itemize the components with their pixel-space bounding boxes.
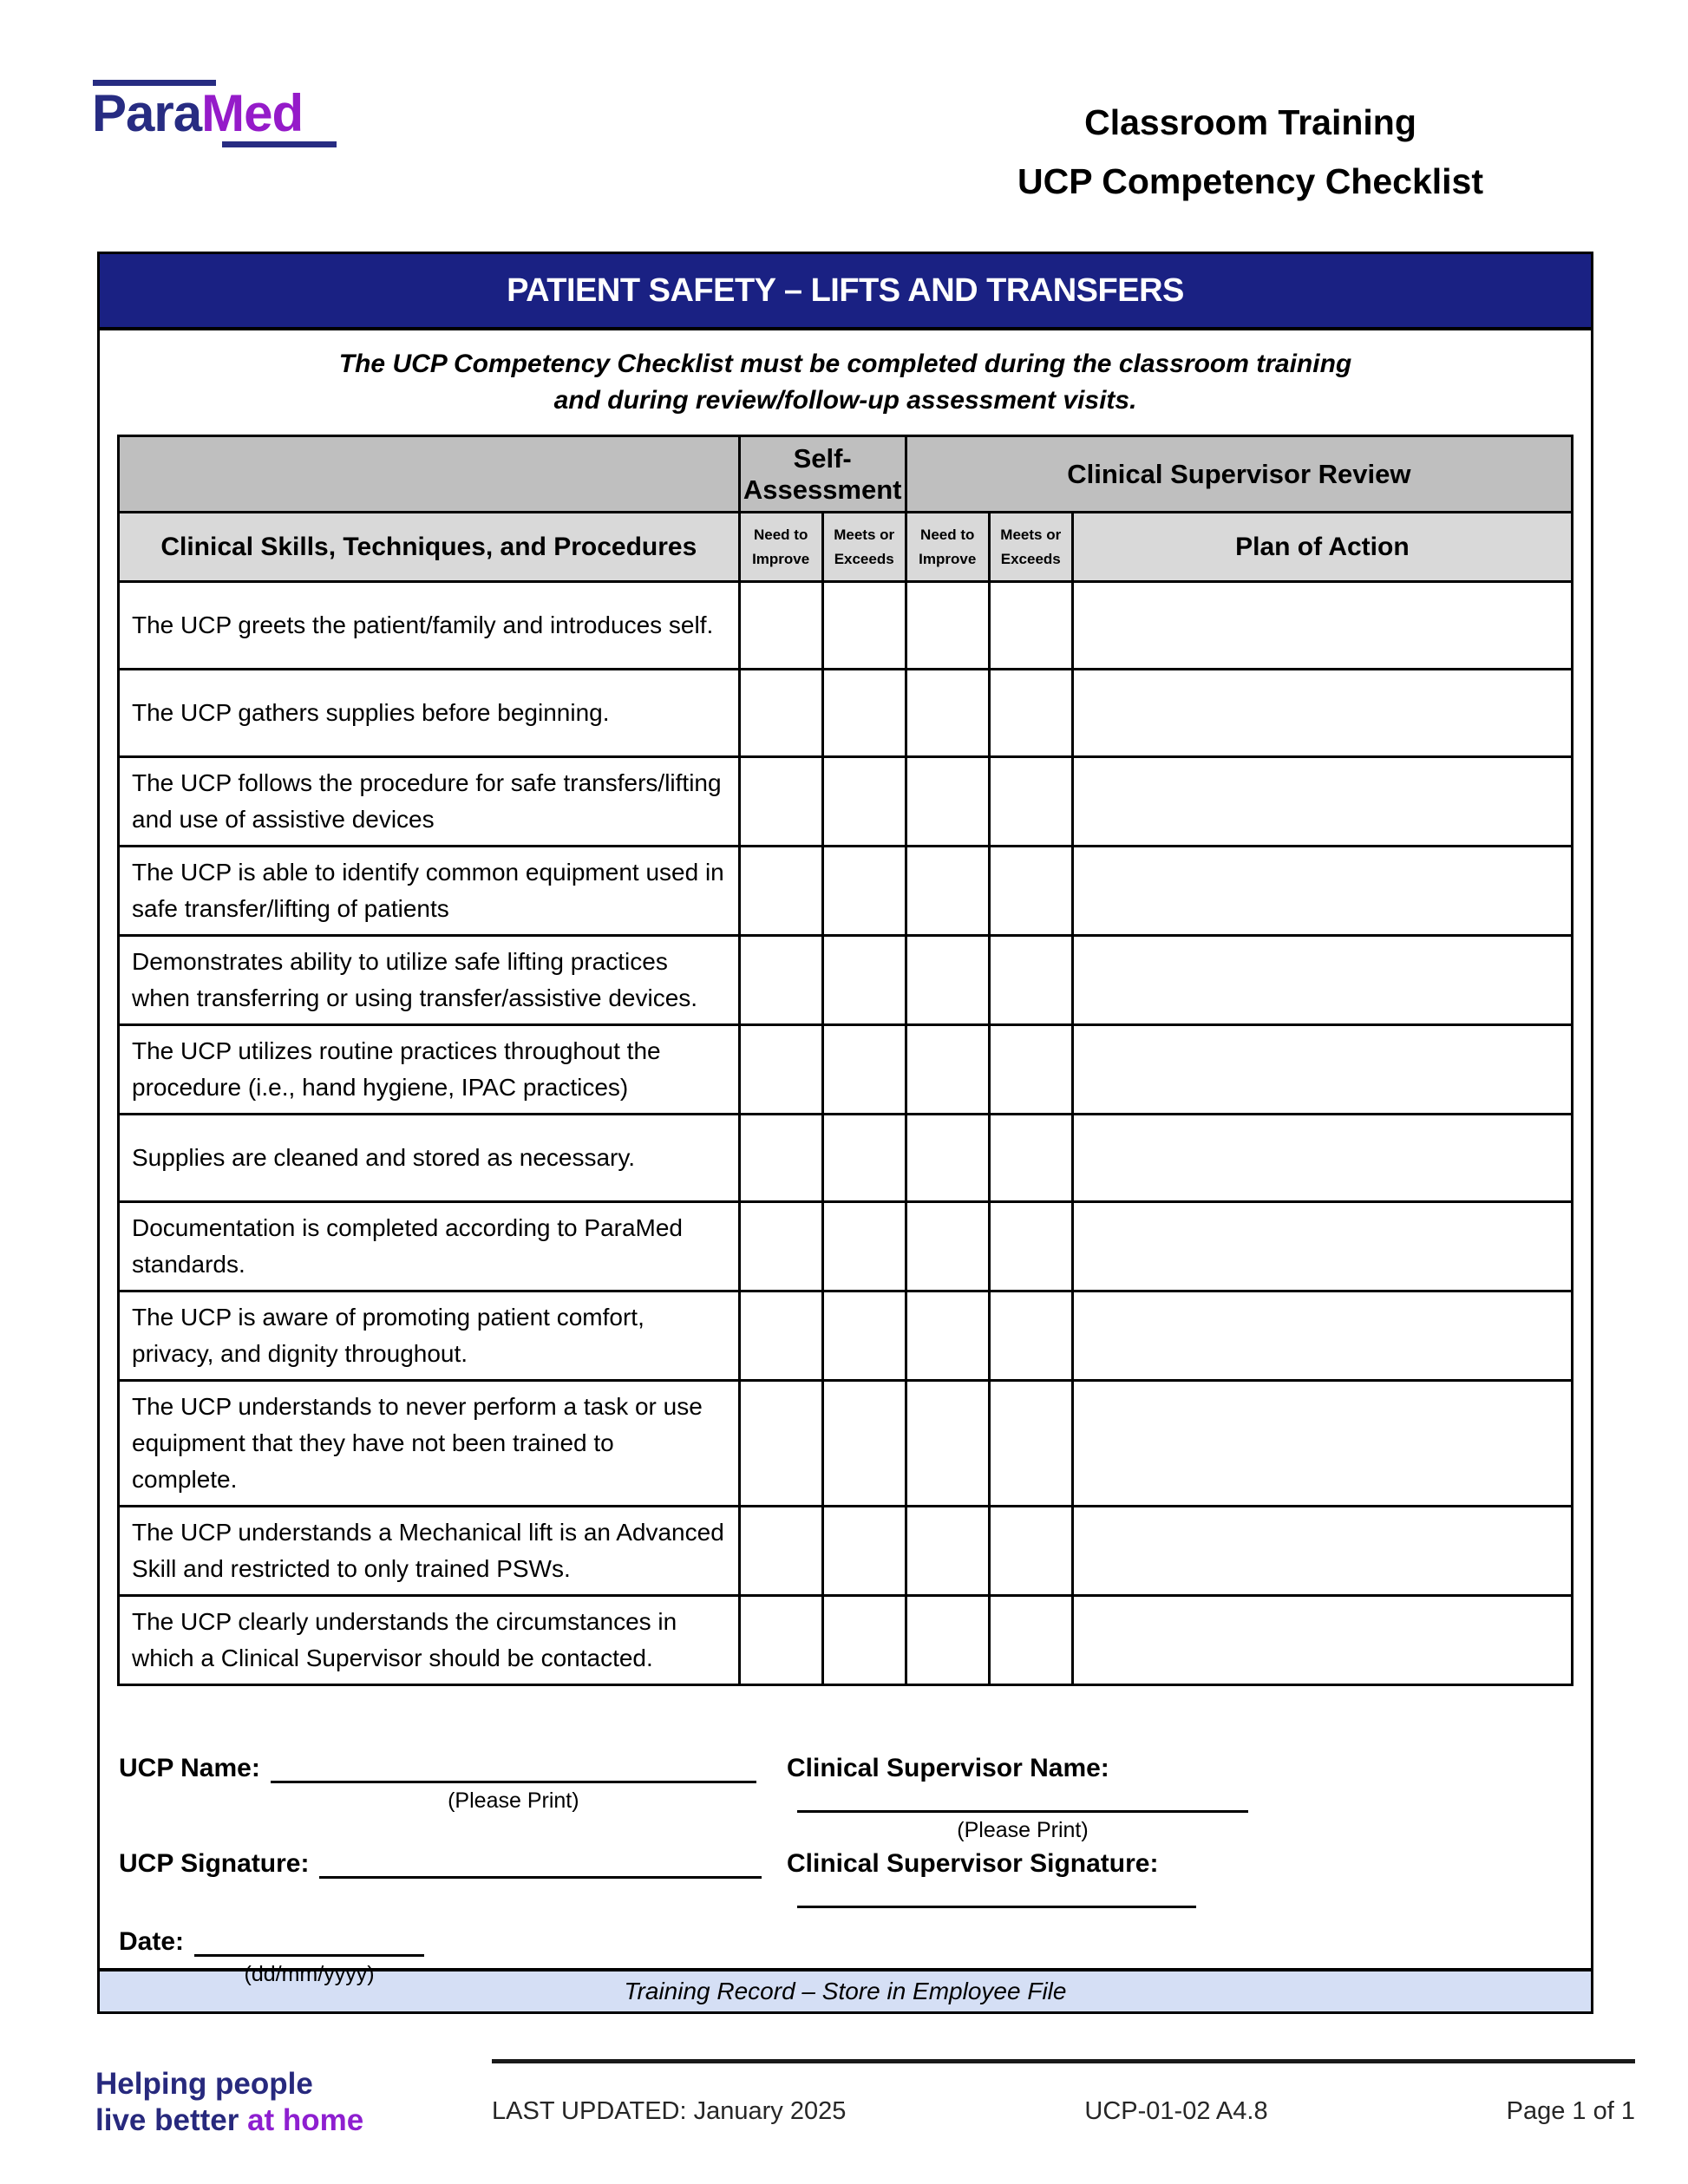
plan-cell	[1072, 670, 1572, 757]
footer-rule	[492, 2059, 1635, 2063]
ucp-name-label: UCP Name:	[119, 1754, 260, 1782]
ucp-name-please-print: (Please Print)	[448, 1788, 579, 1813]
instruction-text: The UCP Competency Checklist must be completed during the classroom training and during review/follow-up assessment visits.	[338, 350, 1352, 415]
ucp-name-field	[119, 1754, 787, 1813]
self-meets-cell	[822, 582, 906, 670]
brand-tagline	[95, 2066, 363, 2139]
self-meets-cell	[822, 1596, 906, 1685]
supervisor-name-label: Clinical Supervisor Name:	[787, 1754, 1109, 1782]
self-need-cell	[739, 936, 822, 1025]
skill-text: The UCP utilizes routine practices throughout the procedure (i.e., hand hygiene, IPAC practices)	[119, 1025, 740, 1115]
sup-need-cell	[906, 1596, 989, 1685]
tagline-line1: Helping people	[95, 2067, 313, 2101]
self-meets-cell	[822, 757, 906, 847]
table-row	[119, 1507, 1573, 1596]
plan-cell	[1072, 757, 1572, 847]
self-need-cell	[739, 670, 822, 757]
plan-cell	[1072, 1291, 1572, 1381]
sup-need-cell	[906, 1025, 989, 1115]
competency-table-wrap	[117, 435, 1574, 1686]
table-group-header-row	[119, 436, 1573, 513]
skill-text: The UCP is able to identify common equipment used in safe transfer/lifting of patients	[119, 847, 740, 936]
corner-cell	[119, 436, 740, 513]
plan-cell	[1072, 1202, 1572, 1291]
skill-text: The UCP gathers supplies before beginning.	[119, 670, 740, 757]
supervisor-signature-line	[797, 1879, 1196, 1908]
plan-cell	[1072, 1507, 1572, 1596]
form-container	[97, 252, 1593, 2014]
self-need-improve-header: Need to Improve	[739, 513, 822, 582]
skill-text: Supplies are cleaned and stored as necessary.	[119, 1115, 740, 1202]
supervisor-name-field	[787, 1754, 1567, 1842]
sup-need-cell	[906, 847, 989, 936]
date-field	[119, 1927, 787, 1986]
training-record-banner: Training Record – Store in Employee File	[100, 1968, 1591, 2011]
self-meets-cell	[822, 670, 906, 757]
self-need-cell	[739, 1596, 822, 1685]
supervisor-name-line	[797, 1783, 1248, 1842]
competency-table	[117, 435, 1574, 1686]
date-format-note: (dd/mm/yyyy)	[244, 1962, 375, 1986]
table-row	[119, 847, 1573, 936]
tagline-line2-prefix: live better	[95, 2103, 248, 2137]
sup-meets-cell	[989, 670, 1072, 757]
self-meets-cell	[822, 936, 906, 1025]
sup-meets-cell	[989, 1202, 1072, 1291]
self-meets-cell	[822, 1381, 906, 1507]
ucp-signature-label: UCP Signature:	[119, 1849, 310, 1878]
self-meets-cell	[822, 1025, 906, 1115]
sup-meets-cell	[989, 1025, 1072, 1115]
sup-meets-cell	[989, 847, 1072, 936]
paramed-logo	[92, 80, 352, 147]
plan-cell	[1072, 1381, 1572, 1507]
footer-last-updated: LAST UPDATED: January 2025	[492, 2097, 847, 2125]
sup-meets-cell	[989, 1507, 1072, 1596]
sup-meets-cell	[989, 1596, 1072, 1685]
self-need-cell	[739, 1025, 822, 1115]
skill-text: The UCP understands a Mechanical lift is an Advanced Skill and restricted to only trained PSWs.	[119, 1507, 740, 1596]
self-need-cell	[739, 582, 822, 670]
sup-need-cell	[906, 1115, 989, 1202]
self-need-cell	[739, 847, 822, 936]
ucp-signature-field	[119, 1849, 787, 1908]
skill-text: The UCP greets the patient/family and introduces self.	[119, 582, 740, 670]
sup-need-cell	[906, 1202, 989, 1291]
ucp-signature-line	[319, 1849, 762, 1879]
section-title-banner: PATIENT SAFETY – LIFTS AND TRANSFERS	[100, 254, 1591, 330]
self-need-cell	[739, 1115, 822, 1202]
self-need-cell	[739, 1202, 822, 1291]
logo-part-med: Med	[201, 84, 304, 142]
sup-meets-cell	[989, 582, 1072, 670]
self-need-cell	[739, 1291, 822, 1381]
table-row	[119, 936, 1573, 1025]
skill-text: The UCP follows the procedure for safe transfers/lifting and use of assistive devices	[119, 757, 740, 847]
self-meets-cell	[822, 847, 906, 936]
tagline-at-home: at home	[247, 2103, 364, 2137]
supervisor-name-please-print: (Please Print)	[957, 1818, 1089, 1842]
logo-part-para: Para	[92, 84, 202, 142]
plan-cell	[1072, 936, 1572, 1025]
plan-cell	[1072, 847, 1572, 936]
sup-meets-cell	[989, 1291, 1072, 1381]
skill-text: Demonstrates ability to utilize safe lifting practices when transferring or using transfer/assistive devices.	[119, 936, 740, 1025]
date-line	[194, 1927, 424, 1986]
self-need-cell	[739, 1507, 822, 1596]
date-label: Date:	[119, 1927, 185, 1956]
table-row	[119, 1025, 1573, 1115]
plan-cell	[1072, 582, 1572, 670]
sup-need-cell	[906, 1381, 989, 1507]
self-need-cell	[739, 1381, 822, 1507]
tagline-line2	[95, 2102, 363, 2139]
document-title-line2: UCP Competency Checklist	[1017, 160, 1483, 201]
self-meets-cell	[822, 1202, 906, 1291]
plan-cell	[1072, 1596, 1572, 1685]
self-meets-exceeds-header: Meets or Exceeds	[822, 513, 906, 582]
self-meets-cell	[822, 1115, 906, 1202]
sup-need-improve-header: Need to Improve	[906, 513, 989, 582]
signature-row	[119, 1849, 1567, 1908]
footer-meta-row	[492, 2097, 1635, 2126]
logo-bottom-rule	[222, 141, 337, 147]
sup-meets-cell	[989, 1381, 1072, 1507]
supervisor-signature-field	[787, 1849, 1567, 1908]
plan-of-action-header: Plan of Action	[1072, 513, 1572, 582]
sup-need-cell	[906, 670, 989, 757]
table-row	[119, 757, 1573, 847]
skill-text: The UCP is aware of promoting patient comfort, privacy, and dignity throughout.	[119, 1291, 740, 1381]
sup-meets-cell	[989, 1115, 1072, 1202]
skill-text: Documentation is completed according to ParaMed standards.	[119, 1202, 740, 1291]
plan-cell	[1072, 1115, 1572, 1202]
sup-need-cell	[906, 936, 989, 1025]
table-row	[119, 670, 1573, 757]
name-row	[119, 1754, 1567, 1842]
instruction-block	[100, 330, 1591, 435]
self-meets-cell	[822, 1291, 906, 1381]
table-row	[119, 1381, 1573, 1507]
sup-meets-cell	[989, 757, 1072, 847]
table-column-header-row	[119, 513, 1573, 582]
supervisor-signature-label: Clinical Supervisor Signature:	[787, 1849, 1159, 1878]
sup-need-cell	[906, 582, 989, 670]
table-row	[119, 1202, 1573, 1291]
sup-need-cell	[906, 1291, 989, 1381]
document-title	[1017, 94, 1483, 211]
self-need-cell	[739, 757, 822, 847]
date-row	[119, 1927, 1567, 1986]
skills-column-header: Clinical Skills, Techniques, and Procedures	[119, 513, 740, 582]
self-assessment-group-header: Self-Assessment	[739, 436, 906, 513]
footer-page-number: Page 1 of 1	[1506, 2097, 1635, 2125]
sup-meets-cell	[989, 936, 1072, 1025]
table-row	[119, 582, 1573, 670]
logo-wordmark	[92, 84, 352, 142]
sup-need-cell	[906, 1507, 989, 1596]
skill-text: The UCP clearly understands the circumstances in which a Clinical Supervisor should be contacted.	[119, 1596, 740, 1685]
table-row	[119, 1115, 1573, 1202]
signature-section	[100, 1686, 1591, 1986]
self-meets-cell	[822, 1507, 906, 1596]
sup-meets-exceeds-header: Meets or Exceeds	[989, 513, 1072, 582]
plan-cell	[1072, 1025, 1572, 1115]
table-row	[119, 1596, 1573, 1685]
supervisor-review-group-header: Clinical Supervisor Review	[906, 436, 1572, 513]
document-title-line1: Classroom Training	[1084, 102, 1416, 142]
footer-doc-code: UCP-01-02 A4.8	[1084, 2097, 1268, 2125]
sup-need-cell	[906, 757, 989, 847]
ucp-name-line	[271, 1754, 756, 1813]
skill-text: The UCP understands to never perform a task or use equipment that they have not been trained to complete.	[119, 1381, 740, 1507]
table-row	[119, 1291, 1573, 1381]
